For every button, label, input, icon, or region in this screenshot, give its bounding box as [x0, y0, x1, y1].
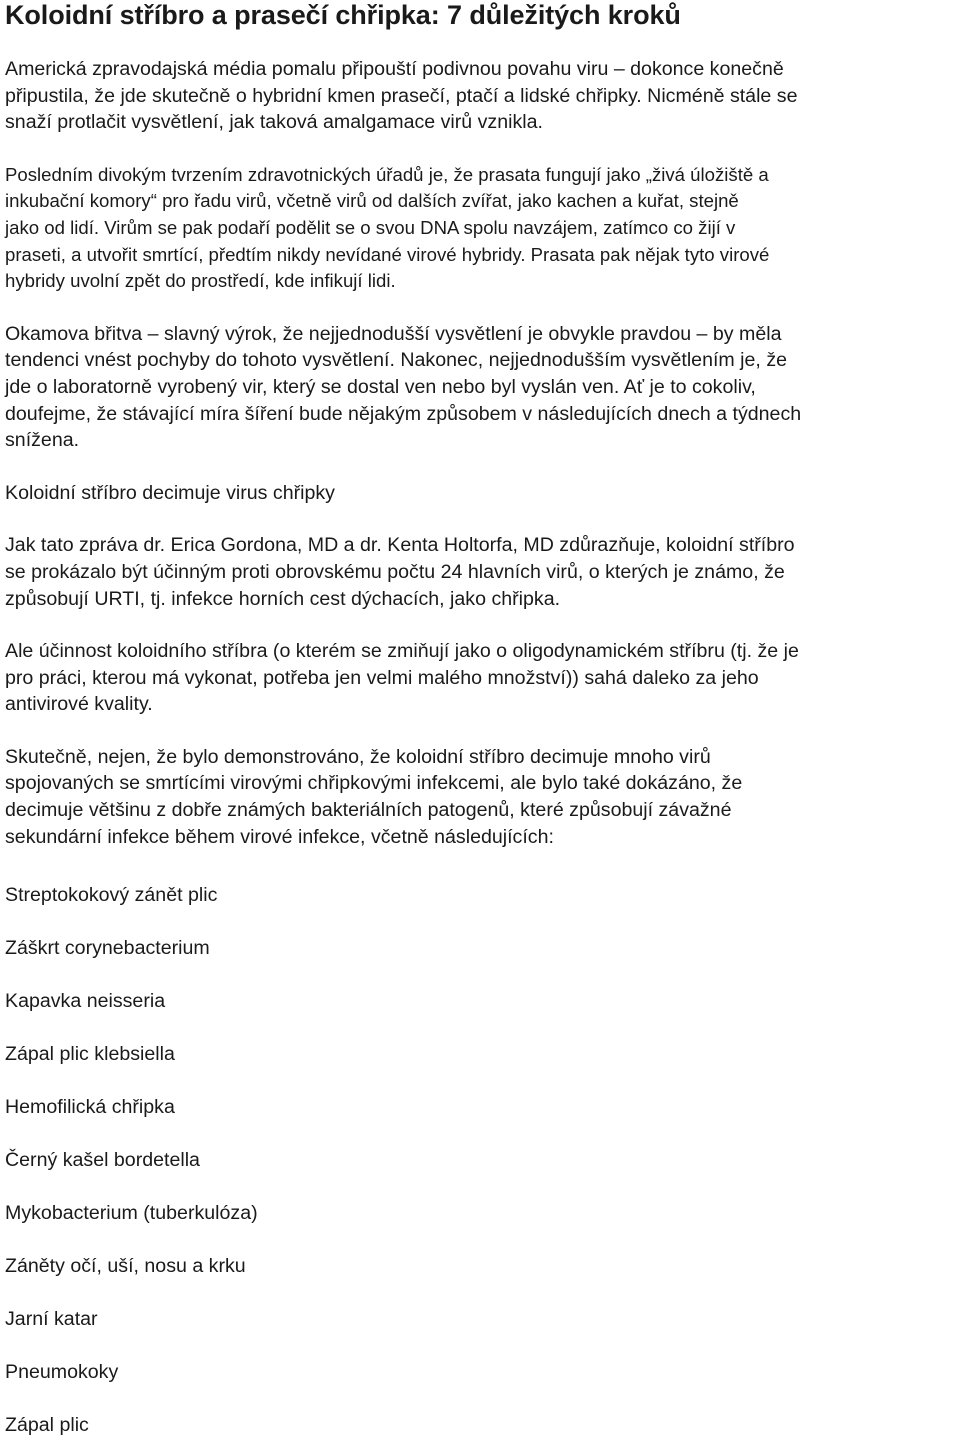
text-line: hybridy uvolní zpět do prostředí, kde infikují lidi. [5, 270, 396, 292]
list-item: Streptokokový zánět plic [5, 884, 218, 907]
text-line: inkubační komory“ pro řadu virů, včetně virů od dalších zvířat, jako kachen a kuřat, stejně [5, 190, 739, 212]
text-line: pro práci, kterou má vykonat, potřeba jen velmi malého množství)) sahá daleko za jeho [5, 666, 759, 689]
paragraph-intro [5, 56, 955, 136]
text-line: spojovaných se smrtícími virovými chřipkovými infekcemi, ale bylo také dokázáno, že [5, 772, 743, 795]
text-line: Koloidní stříbro decimuje virus chřipky [5, 481, 335, 504]
paragraph-bacteria [5, 744, 955, 850]
paragraph-report [5, 532, 955, 612]
list-item: Zápal plic [5, 1414, 89, 1437]
list-item: Černý kašel bordetella [5, 1149, 200, 1172]
pathogen-list [5, 882, 955, 1438]
text-line: doufejme, že stávající míra šíření bude nějakým způsobem v následujících dnech a týdnech [5, 402, 802, 425]
section-heading [5, 480, 955, 507]
text-line: Okamova břitva – slavný výrok, že nejjednodušší vysvětlení je obvykle pravdou – by měla [5, 322, 782, 345]
list-item: Kapavka neisseria [5, 990, 166, 1013]
list-item: Jarní katar [5, 1308, 98, 1331]
list-item: Pneumokoky [5, 1361, 119, 1384]
text-line: decimuje většinu z dobře známých bakteriálních patogenů, které způsobují závažné [5, 799, 732, 822]
text-line: Jak tato zpráva dr. Erica Gordona, MD a dr. Kenta Holtorfa, MD zdůrazňuje, koloidní stříbro [5, 534, 795, 557]
document [5, 0, 955, 1438]
paragraph-occam [5, 321, 955, 454]
text-line: Skutečně, nejen, že bylo demonstrováno, že koloidní stříbro decimuje mnoho virů [5, 745, 711, 768]
text-line: Americká zpravodajská média pomalu připouští podivnou povahu viru – dokonce konečně [5, 58, 784, 80]
text-line: způsobují URTI, tj. infekce horních cest dýchacích, jako chřipka. [5, 587, 561, 610]
list-item: Záškrt corynebacterium [5, 937, 210, 960]
document-title: Koloidní stříbro a prasečí chřipka: 7 důležitých kroků [5, 0, 681, 30]
list-item: Záněty očí, uší, nosu a krku [5, 1255, 246, 1278]
text-line: snížena. [5, 429, 80, 452]
text-line: připustila, že jde skutečně o hybridní kmen prasečí, ptačí a lidské chřipky. Nicméně stále se [5, 84, 798, 107]
text-line: jako od lidí. Virům se pak podaří podělit se o svou DNA spolu navzájem, zatímco co žijí v [5, 216, 736, 238]
list-item: Zápal plic klebsiella [5, 1043, 175, 1066]
list-item: Mykobacterium (tuberkulóza) [5, 1202, 258, 1225]
list-item: Hemofilická chřipka [5, 1096, 175, 1119]
text-line: antivirové kvality. [5, 693, 153, 716]
text-line: Ale účinnost koloidního stříbra (o kterém se zmiňují jako o oligodynamickém stříbru (tj. že je [5, 640, 799, 663]
text-line: Posledním divokým tvrzením zdravotnických úřadů je, že prasata fungují jako „živá úložiště a [5, 163, 769, 185]
text-line: praseti, a utvořit smrtící, předtím nikdy nevídané virové hybridy. Prasata pak nějak tyto virové [5, 243, 770, 265]
text-line: se prokázalo být účinným proti obrovskému počtu 24 hlavních virů, o kterých je známo, že [5, 560, 785, 583]
text-line: snaží protlačit vysvětlení, jak taková amalgamace virů vznikla. [5, 111, 543, 134]
text-line: tendenci vnést pochyby do tohoto vysvětlení. Nakonec, nejjednodušším vysvětlením je, že [5, 349, 788, 372]
paragraph-health-claims [5, 162, 955, 295]
text-line: jde o laboratorně vyrobený vir, který se dostal ven nebo byl vyslán ven. Ať je to cokoliv, [5, 375, 756, 398]
text-line: sekundární infekce během virové infekce, včetně následujících: [5, 825, 554, 848]
paragraph-efficacy [5, 638, 955, 718]
